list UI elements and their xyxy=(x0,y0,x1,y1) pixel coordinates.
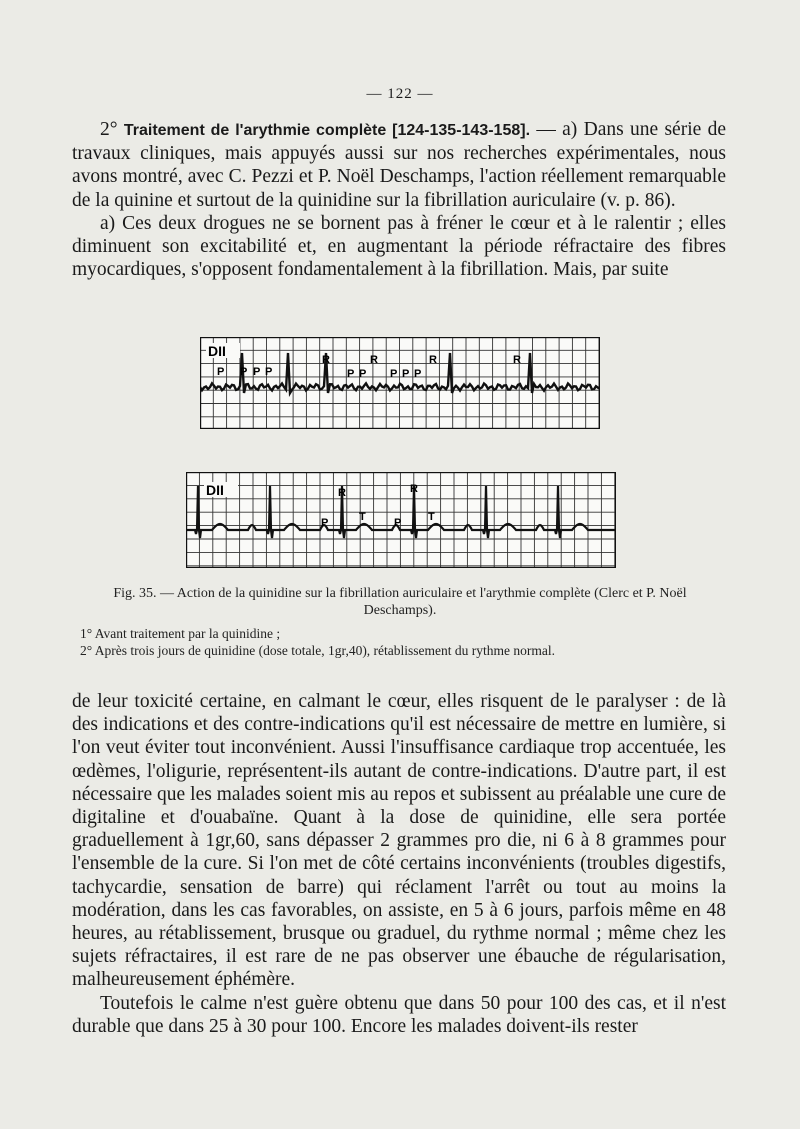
para1-prefix: 2° xyxy=(100,119,124,140)
paragraph-toxicity xyxy=(72,690,726,1038)
trace1-wave-label: R xyxy=(513,354,521,366)
paragraph-calm: Toutefois le calme n'est guère obtenu que dans 50 pour 100 des cas, et il n'est durable que dans 25 à 30 pour 100. Encore les malades doivent-ils rester xyxy=(72,992,726,1037)
paragraph-treatment xyxy=(72,118,726,281)
trace1-wave-label: P xyxy=(390,368,398,380)
trace1-wave-label: P xyxy=(402,368,410,380)
trace2-lead-label: DII xyxy=(206,482,224,498)
ecg-trace-before-treatment xyxy=(200,337,600,429)
trace2-wave-label: T xyxy=(428,511,435,523)
paragraph-drugs: a) Ces deux drogues ne se bornent pas à fréner le cœur et à le ralentir ; elles diminuent son excitabilité et, en augmentant la période réfractaire des fibres myocardiques, s'opposent fondamentalement à la fibrillation. Mais, par suite xyxy=(72,212,726,281)
trace1-wave-label: P xyxy=(414,368,422,380)
section-heading: Traitement de l'arythmie complète [124-135-143-158]. xyxy=(123,122,531,139)
caption-item-2: 2° Après trois jours de quinidine (dose totale, 1gr,40), rétablissement du rythme normal. xyxy=(80,643,556,658)
trace1-lead-label: DII xyxy=(208,343,226,359)
caption-title: Fig. 35. — Action de la quinidine sur la fibrillation auriculaire et l'arythmie complète (Clerc et P. Noël Deschamps). xyxy=(113,586,687,618)
trace1-wave-label: P xyxy=(253,366,261,378)
trace1-wave-label: R xyxy=(322,354,330,366)
trace1-wave-label: P xyxy=(359,368,367,380)
trace2-wave-label: R xyxy=(338,487,346,499)
trace2-wave-label: T xyxy=(359,511,366,523)
trace1-wave-label: R xyxy=(370,354,378,366)
trace2-wave-label: P xyxy=(394,517,402,529)
caption-item-1: 1° Avant traitement par la quinidine ; xyxy=(80,626,281,641)
page-number: — 122 — xyxy=(366,86,434,102)
trace1-wave-label: P xyxy=(265,366,273,378)
trace2-wave-label: P xyxy=(321,517,329,529)
trace1-wave-label: P xyxy=(240,366,248,378)
ecg-trace-after-treatment xyxy=(186,472,616,568)
trace2-wave-label: R xyxy=(410,483,418,495)
paragraph-toxicity-text: de leur toxicité certaine, en calmant le cœur, elles risquent de le paralyser : de là des indications et des contre-indications qu'il est nécessaire de mettre en lumière, si l'on veut éviter tout inconvénient. Aussi l'insuffisance cardiaque trop accentuée, les œdèmes, l'oligurie, représentent-ils autant de contre-indications. D'autre part, il est nécessaire que les malades soient mis au repos et subissent au préalable une cure de digitaline et d'ouabaïne. Quant à la dose de quinidine, elle sera portée graduellement à 1gr,60, sans dépasser 2 grammes pro die, ni 6 à 8 grammes pour l'ensemble de la cure. Si l'on met de côté certains inconvénients (troubles digestifs, tachycardie, sensation de barre) qui réclament l'arrêt ou tout au moins la modération, dans les cas favorables, on assiste, en 5 à 6 jours, parfois même en 48 heures, au rétablissement, brusque ou graduel, du rythme normal ; même chez les sujets réfractaires, il est rare de ne pas observer une ébauche de régularisation, malheureusement éphémère. xyxy=(72,691,726,991)
trace1-wave-label: P xyxy=(347,368,355,380)
trace1-wave-label: R xyxy=(429,354,437,366)
para1-text: — a) Dans une série de travaux cliniques, mais appuyés aussi sur nos recherches expérimentales, nous avons montré, avec C. Pezzi et P. Noël Deschamps, l'action réellement remarquable de la quinine et surtout de la quinidine sur la fibrillation auriculaire (v. p. 86). xyxy=(72,119,726,211)
figure-caption xyxy=(80,585,720,659)
trace1-wave-label: P xyxy=(217,366,225,378)
